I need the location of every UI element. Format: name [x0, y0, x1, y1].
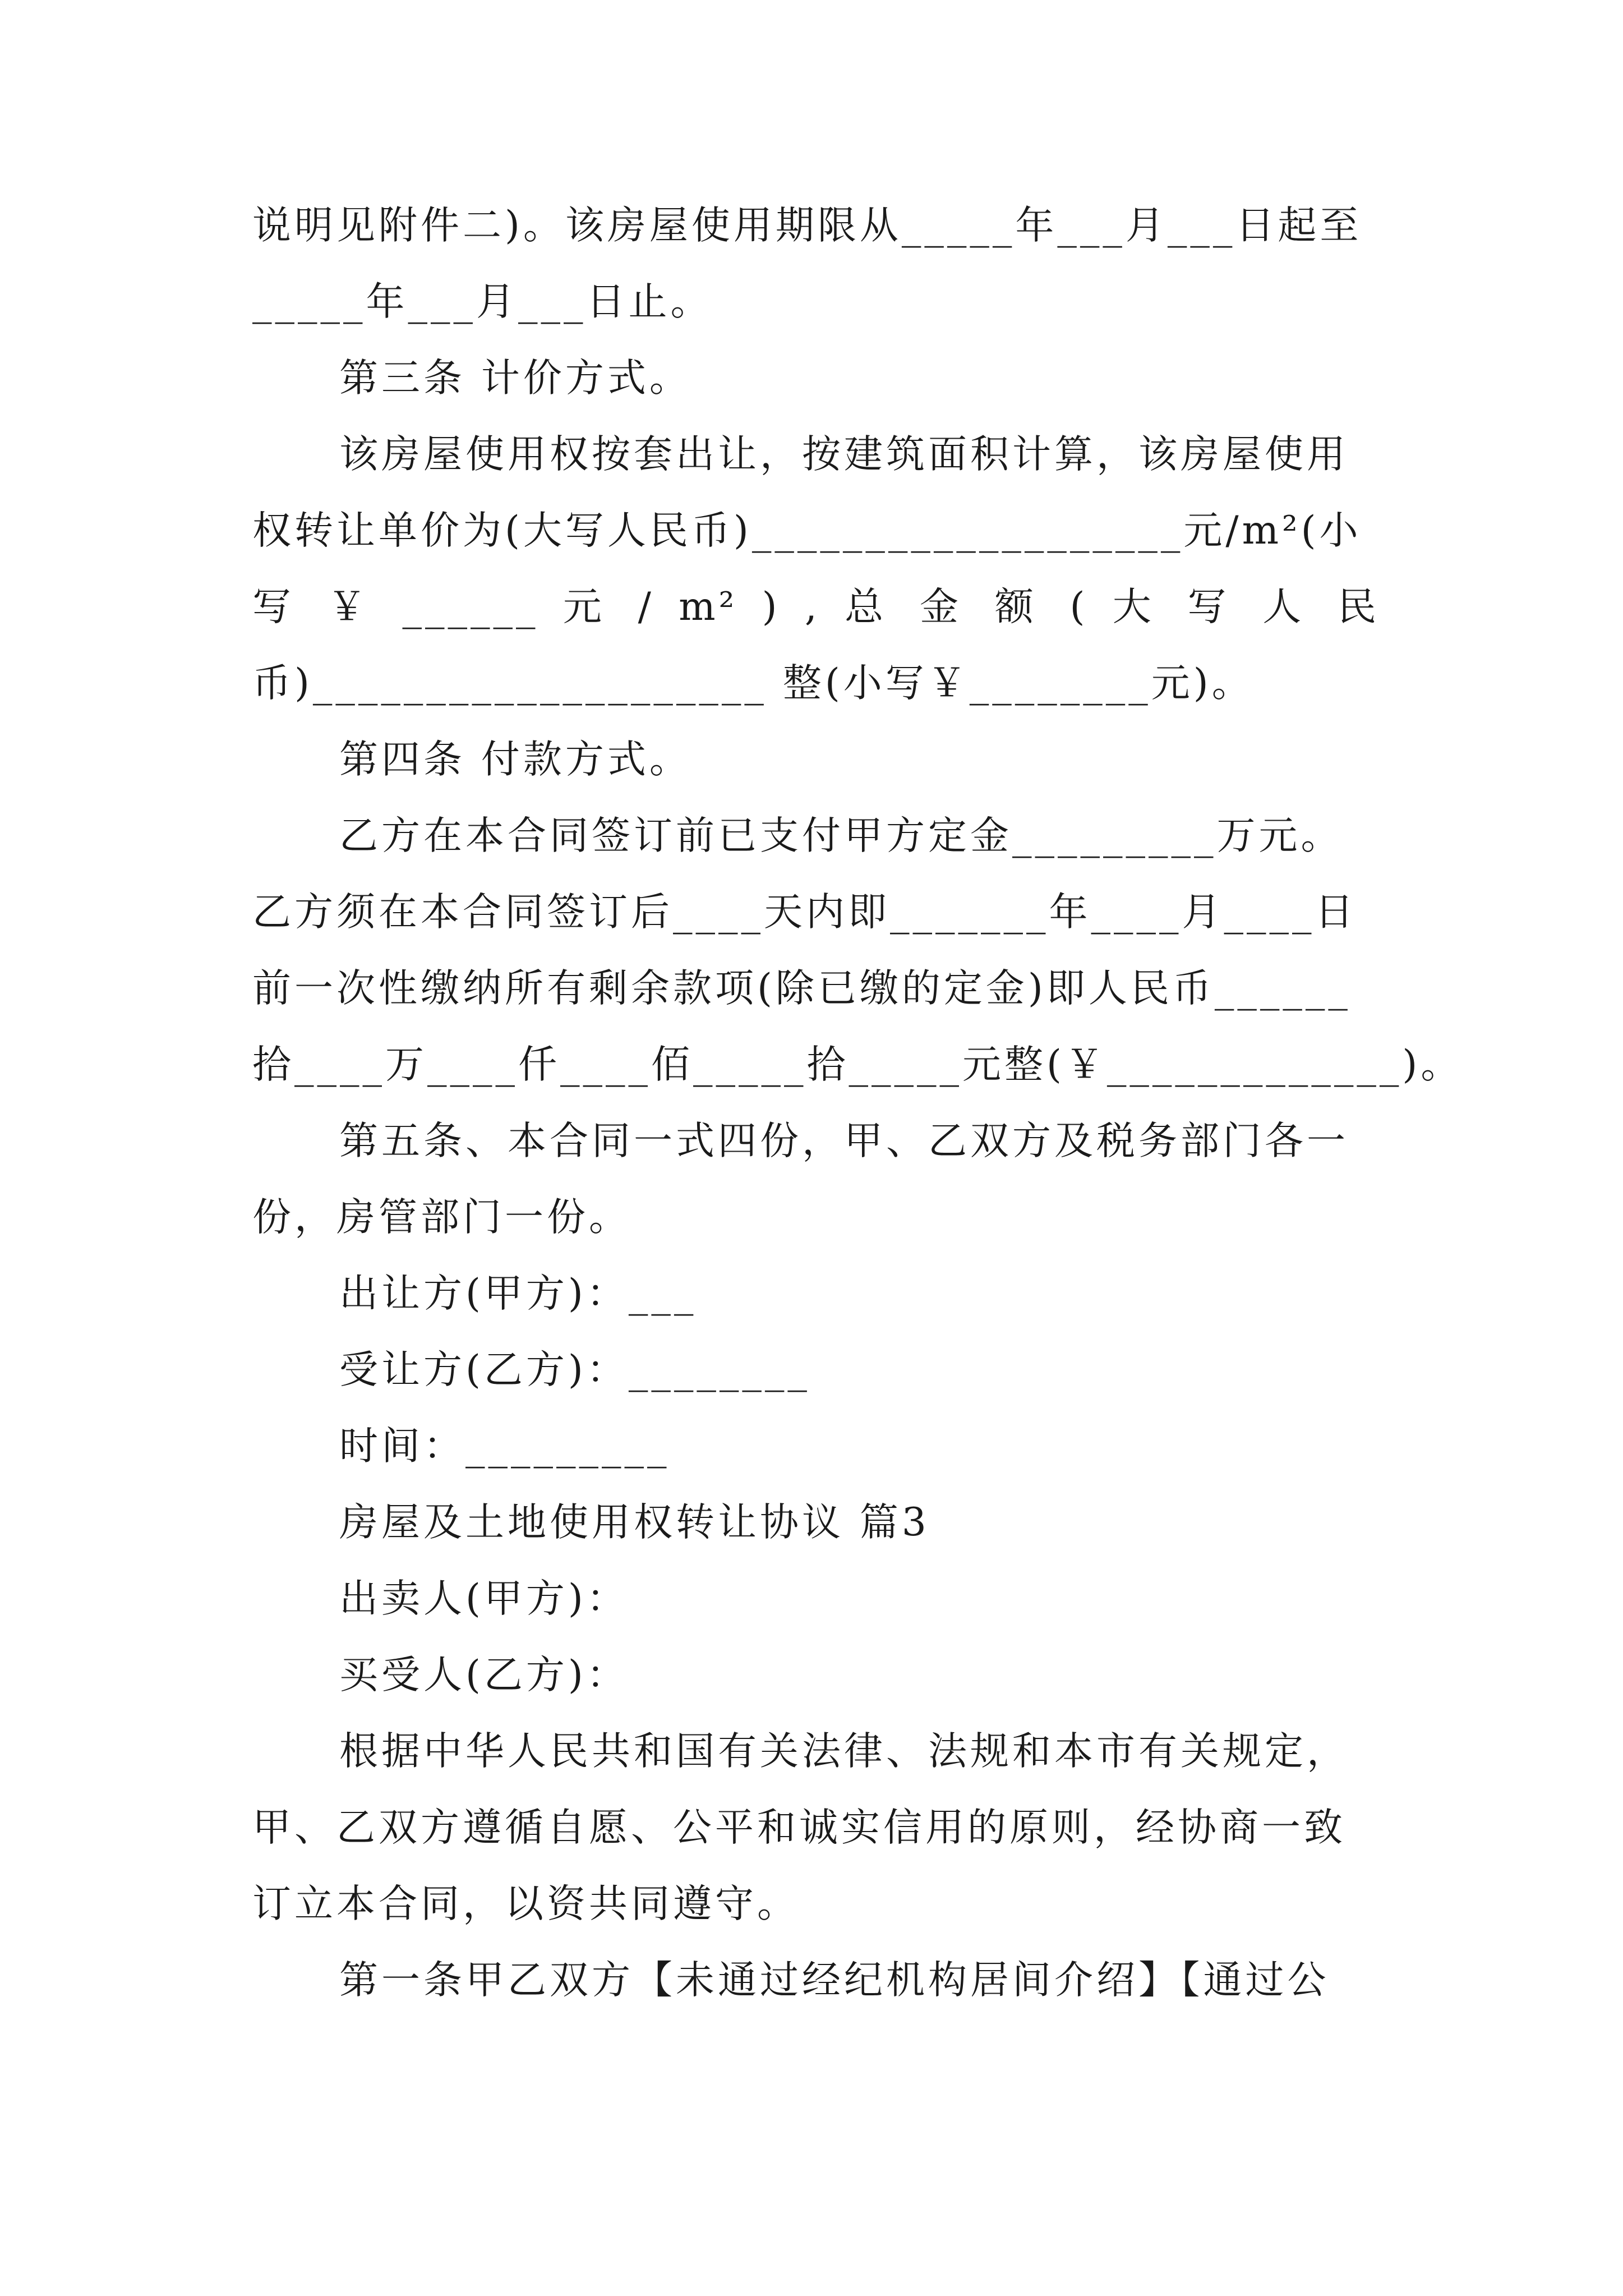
- text-line: 币)____________________ 整(小写￥________元)。: [252, 661, 1254, 706]
- text-line: 拾____万____仟____佰_____拾_____元整(￥_____________)。: [252, 1042, 1463, 1087]
- article-heading: 第四条 付款方式。: [339, 737, 691, 782]
- buyer-line: 买受人(乙方)：: [339, 1653, 629, 1697]
- text-line: 份，房管部门一份。: [252, 1195, 631, 1240]
- section-title: 房屋及土地使用权转让协议 篇3: [339, 1500, 930, 1545]
- text-line: 乙方须在本合同签订后____天内即_______年____月____日: [252, 890, 1357, 935]
- date-line: 时间：_________: [339, 1424, 670, 1469]
- text-line: 说明见附件二)。该房屋使用期限从_____年___月___日起至: [252, 203, 1362, 248]
- text-line: 第一条甲乙双方【未通过经纪机构居间介绍】【通过公: [339, 1958, 1330, 2003]
- article-heading: 第三条 计价方式。: [339, 356, 691, 401]
- text-line: _____年___月___日止。: [252, 279, 713, 324]
- text-line: 乙方在本合同签订前已支付甲方定金_________万元。: [339, 813, 1343, 858]
- text-line: 根据中华人民共和国有关法律、法规和本市有关规定，: [339, 1729, 1349, 1774]
- text-line: 订立本合同，以资共同遵守。: [252, 1881, 799, 1926]
- signature-line-transferor: 出让方(甲方)：___: [339, 1271, 697, 1316]
- seller-line: 出卖人(甲方)：: [339, 1576, 629, 1621]
- text-line: 第五条、本合同一式四份，甲、乙双方及税务部门各一: [339, 1119, 1349, 1163]
- text-line: 写 ￥ ______ 元 / m² ) , 总 金 额 ( 大 写 人 民: [252, 585, 1380, 629]
- text-line: 权转让单价为(大写人民币)___________________元/m²(小: [252, 508, 1362, 553]
- text-line: 前一次性缴纳所有剩余款项(除已缴的定金)即人民币______: [252, 966, 1351, 1011]
- text-line: 该房屋使用权按套出让，按建筑面积计算，该房屋使用: [339, 432, 1349, 477]
- text-line: 甲、乙双方遵循自愿、公平和诚实信用的原则，经协商一致: [252, 1805, 1346, 1850]
- signature-line-transferee: 受让方(乙方)：________: [339, 1347, 810, 1392]
